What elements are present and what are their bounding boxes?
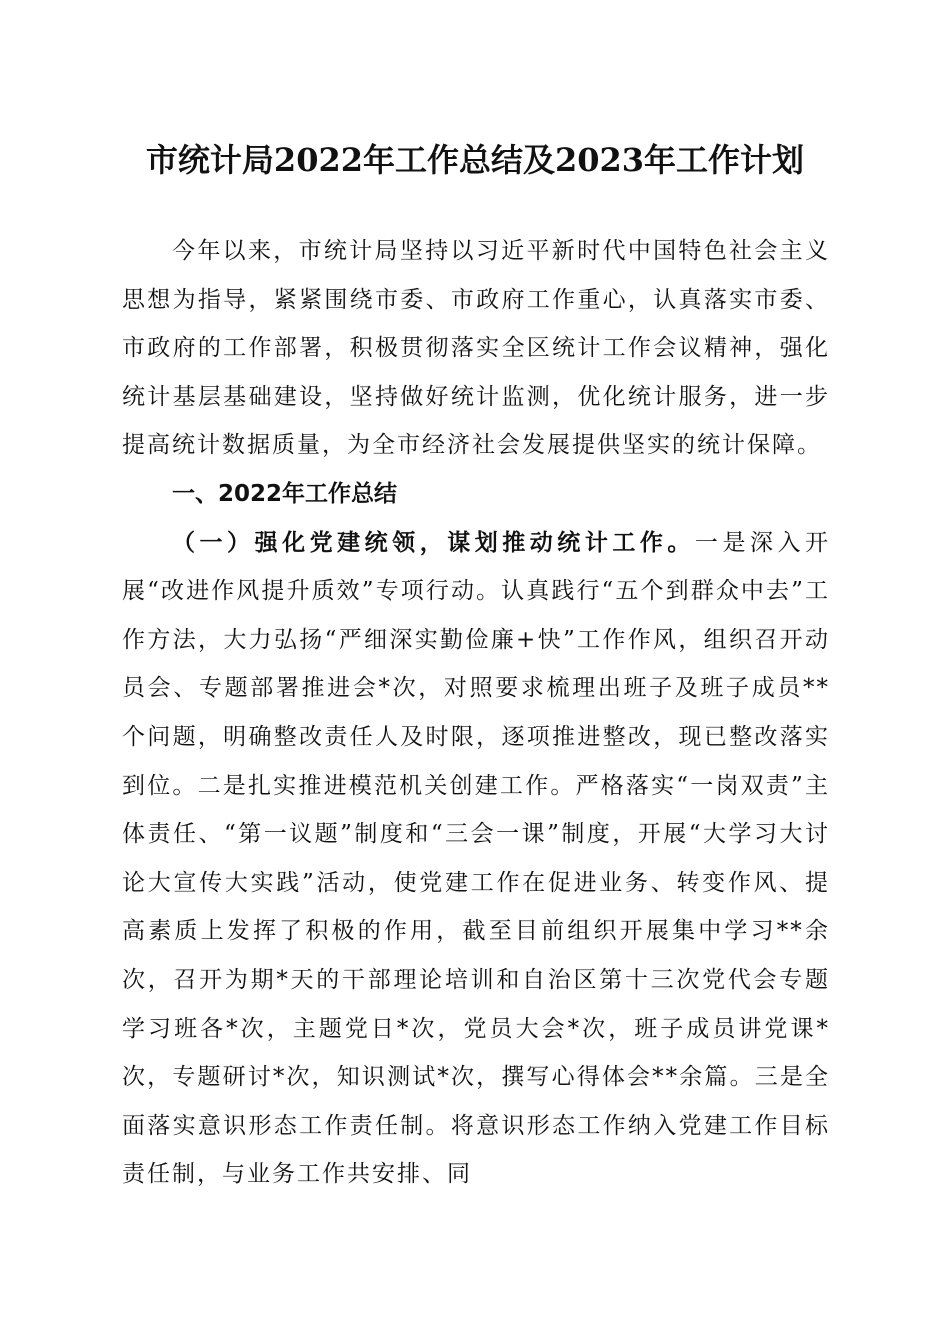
intro-paragraph: 今年以来，市统计局坚持以习近平新时代中国特色社会主义思想为指导，紧紧围绕市委、市政府工作重心，认真落实市委、市政府的工作部署，积极贯彻落实全区统计工作会议精神，强化统计基层基础建设，坚持做好统计监测，优化统计服务，进一步提高统计数据质量，为全市经济社会发展提供坚实的统计保障。 (122, 238, 830, 459)
section-heading: 一、2022年工作总结 (172, 480, 398, 507)
subsection-body: 一是深入开展“改进作风提升质效”专项行动。认真践行“五个到群众中去”工作方法，大力弘扬“严细深实勤俭廉+快”工作作风，组织召开动员会、专题部署推进会*次，对照要求梳理出班子及班子成员**个问题，明确整改责任人及时限，逐项推进整改，现已整改落实到位。二是扎实推进模范机关创建工作。严格落实“一岗双责”主体责任、“第一议题”制度和“三会一课”制度，开展“大学习大讨论大宣传大实践”活动，使党建工作在促进业务、转变作风、提高素质上发挥了积极的作用，截至目前组织开展集中学习**余次，召开为期*天的干部理论培训和自治区第十三次党代会专题学习班各*次，主题党日*次，党员大会*次，班子成员讲党课*次，专题研讨*次，知识测试*次，撰写心得体会**余篇。三是全面落实意识形态工作责任制。将意识形态工作纳入党建工作目标责任制，与业务工作共安排、同 (122, 529, 831, 1188)
document-body (122, 227, 830, 1199)
subsection-heading: （一）强化党建统领，谋划推动统计工作。 (172, 529, 695, 556)
subsection-paragraph (122, 519, 830, 1199)
document-title: 市统计局2022年工作总结及2023年工作计划 (145, 141, 805, 179)
